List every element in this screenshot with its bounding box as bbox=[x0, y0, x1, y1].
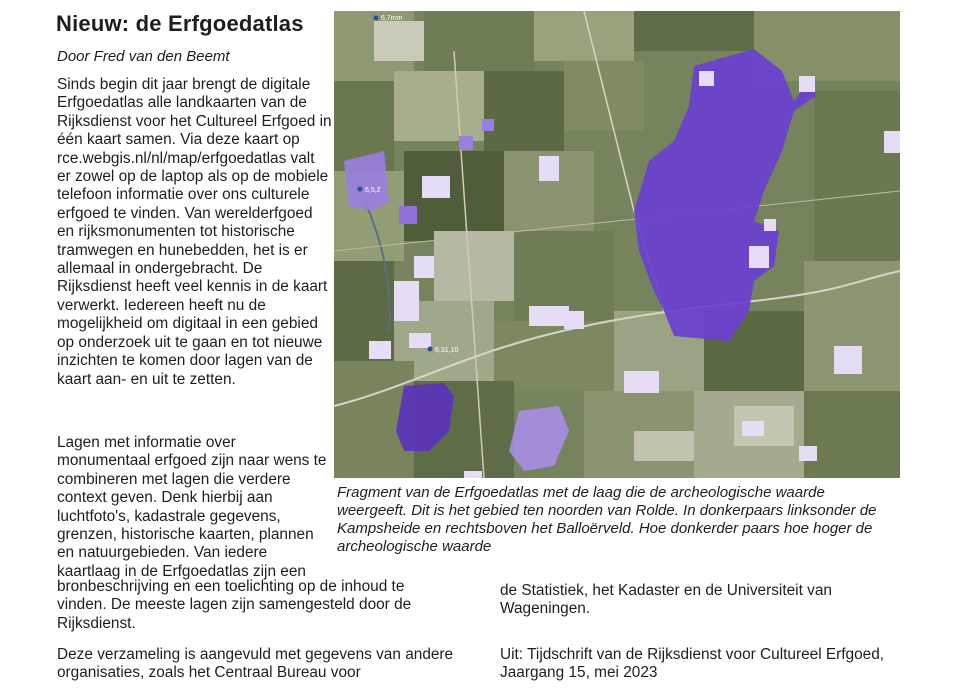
source-citation: Uit: Tijdschrift van de Rijksdienst voor Cultureel Erfgoed, Jaargang 15, mei 2023 bbox=[500, 646, 885, 682]
erfgoedatlas-map bbox=[334, 11, 900, 478]
map-label-1: 6,7mm bbox=[381, 15, 403, 22]
paragraph-3: Deze verzameling is aangevuld met gegevens van andere organisaties, zoals het Centraal Bureau voor bbox=[57, 646, 454, 682]
figure-caption: Fragment van de Erfgoedatlas met de laag die de archeologische waarde weergeeft. Dit is het gebied ten noorden van Rolde. In donkerpaars linksonder de Kampsheide en rechtsboven het Balloërveld. Hoe donkerder paars hoe hoger de archeologische waarde bbox=[337, 484, 877, 555]
paragraph-3-continued: de Statistiek, het Kadaster en de Universiteit van Wageningen. bbox=[500, 582, 832, 618]
article-byline: Door Fred van den Beemt bbox=[57, 48, 230, 65]
article-title: Nieuw: de Erfgoedatlas bbox=[56, 11, 304, 36]
aerial-map-image bbox=[334, 11, 900, 478]
map-label-2: 6,5,2 bbox=[365, 187, 381, 194]
map-label-3: 6,31,10 bbox=[435, 347, 459, 354]
paragraph-2: Lagen met informatie over monumentaal erfgoed zijn naar wens te combineren met lagen die verdere context geven. Denk hierbij aan luchtfoto's, kadastrale gegevens, grenzen, historische kaarten, plannen en natuurgebieden. Van iedere kaartlaag in de Erfgoedatlas zijn een bbox=[57, 434, 327, 580]
paragraph-2-continued: bronbeschrijving en een toelichting op de inhoud te vinden. De meeste lagen zijn samengesteld door de Rijksdienst. bbox=[57, 578, 412, 632]
paragraph-1: Sinds begin dit jaar brengt de digitale Erfgoedatlas alle landkaarten van de Rijksdienst voor het Cultureel Erfgoed in één kaart samen. Via deze kaart op rce.webgis.nl/nl/map/erfgoedatlas valt er zowel op de laptop als op de mobiele telefoon informatie over ons culturele erfgoed te vinden. Van werelderfgoed en rijksmonumenten tot historische tramwegen en hunebedden, het is er allemaal in ondergebracht. De Rijksdienst heeft veel kennis in de kaart verwerkt. Iedereen heeft nu de mogelijkheid om digitaal in een gebied op onderzoek uit te gaan en tot nieuwe inzichten te komen door lagen van de kaart aan- en uit te zetten. bbox=[57, 76, 332, 388]
